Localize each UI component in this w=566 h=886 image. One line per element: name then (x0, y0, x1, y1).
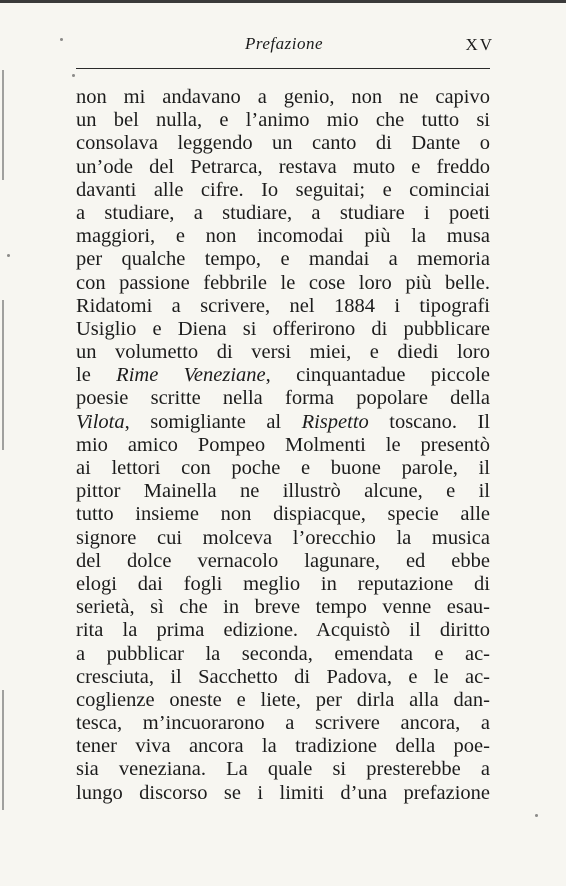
text-line: ai lettori con poche e buone parole, il (76, 457, 490, 479)
ink-speck (535, 814, 538, 817)
text-line: non mi andavano a genio, non ne capivo (76, 86, 490, 108)
binding-shadow (2, 690, 4, 810)
text-line: tener viva ancora la tradizione della poe- (76, 735, 490, 758)
text-line: tutto insieme non dispiacque, specie alle (76, 503, 490, 526)
ink-speck (72, 74, 75, 77)
ink-speck (60, 38, 63, 41)
text-line: elogi dai fogli meglio in reputazione di (76, 572, 490, 595)
text-line: cresciuta, il Sacchetto di Padova, e le ac- (76, 665, 490, 688)
text-line: tesca, m’incuorarono a scrivere ancora, a (76, 712, 490, 735)
page-number: XV (465, 35, 494, 54)
text-line: Usiglio e Diena si offerirono di pubblicare (76, 317, 490, 340)
text-line: a pubblicar la seconda, emendata e ac- (76, 642, 490, 665)
text-line: un bel nulla, e l’animo mio che tutto si (76, 109, 490, 132)
text-line: mio amico Pompeo Molmenti le presentò (76, 433, 490, 456)
text-line: poesie scritte nella forma popolare della (76, 387, 490, 410)
text-line: rita la prima edizione. Acquistò il diritto (76, 619, 490, 642)
binding-shadow (2, 70, 4, 180)
text-line: Ridatomi a scrivere, nel 1884 i tipografi (76, 294, 490, 317)
text-line: sia veneziana. La quale si presterebbe a (76, 758, 490, 781)
italic-title: Rispetto (301, 410, 369, 433)
text-line: lungo discorso se i limiti d’una prefazione (76, 781, 490, 804)
text-line: le Rime Veneziane, cinquantadue piccole (76, 364, 490, 387)
body-text (76, 86, 490, 805)
text-line: coglienze oneste e liete, per dirla alla dan- (76, 688, 490, 711)
text-line: serietà, sì che in breve tempo venne esau- (76, 596, 490, 619)
text-line: davanti alle cifre. Io seguitai; e cominciai (76, 178, 490, 201)
header-rule (76, 68, 490, 69)
text-line: con passione febbrile le cose loro più belle. (76, 271, 490, 294)
text-line: maggiori, e non incomodai più la musa (76, 225, 490, 248)
text-line: un’ode del Petrarca, restava muto e freddo (76, 155, 490, 178)
text-line: signore cui molceva l’orecchio la musica (76, 526, 490, 549)
text-line: un volumetto di versi miei, e diedi loro (76, 341, 490, 364)
page-header (74, 34, 494, 64)
ink-speck (7, 254, 10, 257)
text-line: per qualche tempo, e mandai a memoria (76, 248, 490, 271)
text-line: pittor Mainella ne illustrò alcune, e il (76, 480, 490, 503)
text-line: Vilota, somigliante al Rispetto toscano. Il (76, 410, 490, 433)
page-top-edge (0, 0, 566, 3)
binding-shadow (2, 300, 4, 450)
italic-title: Vilota (76, 410, 125, 433)
text-line: consolava leggendo un canto di Dante o (76, 132, 490, 155)
italic-title: Rime Veneziane (116, 364, 266, 387)
text-line: a studiare, a studiare, a studiare i poeti (76, 201, 490, 224)
running-title: Prefazione (244, 34, 324, 53)
text-line: del dolce vernacolo lagunare, ed ebbe (76, 549, 490, 572)
